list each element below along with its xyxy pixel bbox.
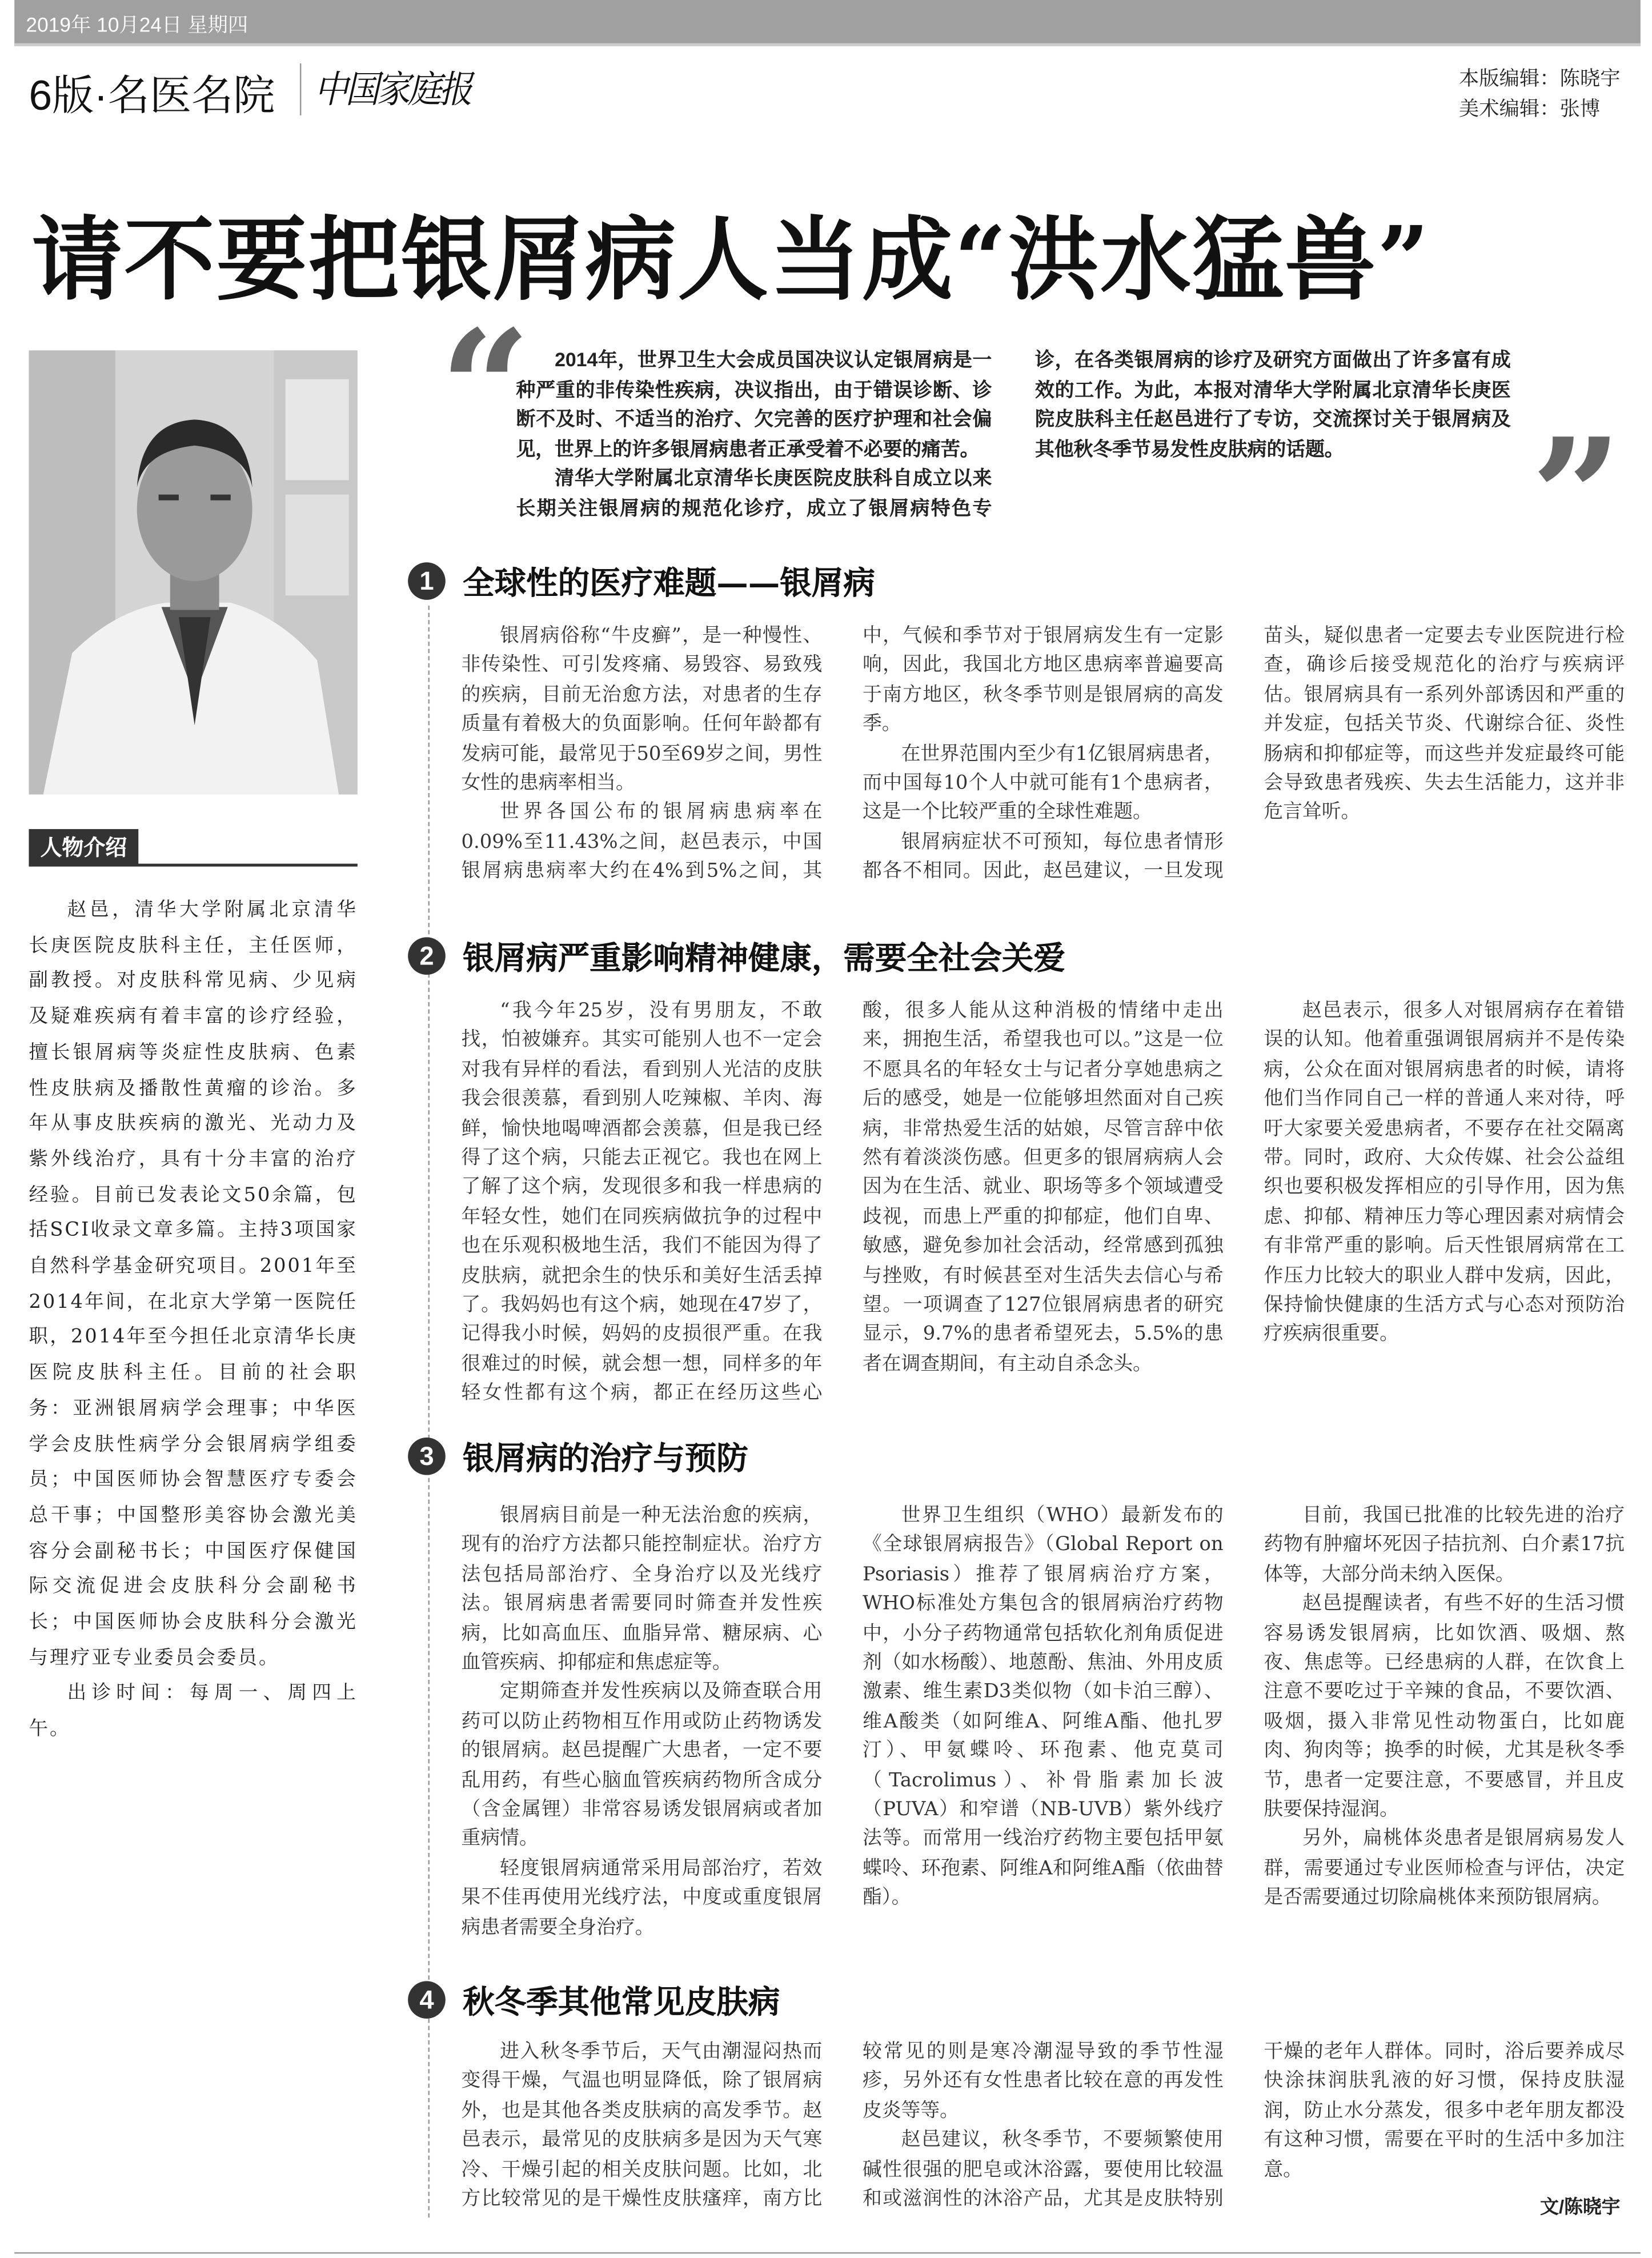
paragraph: 银屑病目前是一种无法治愈的疾病，现有的治疗方法都只能控制症状。治疗方法包括局部治疗、全身治疗以及光线疗法。银屑病患者需要同时筛查并发性疾病，比如高血压、血脂异常、糖尿病、心血管疾病、抑郁症和焦虑症等。 bbox=[461, 1505, 823, 1674]
byline: 文/陈晓宇 bbox=[1540, 2196, 1621, 2218]
paragraph: 银屑病俗称“牛皮癣”，是一种慢性、非传染性、可引发疼痛、易毁容、易致残的疾病，目前无治愈方法，对患者的生存质量有着极大的负面影响。任何年龄都有发病可能，最常见于50至69岁之间，男性女性的患病率相当。 bbox=[461, 626, 823, 795]
intro-paragraph: 2014年，世界卫生大会成员国决议认定银屑病是一种严重的非传染性疾病，决议指出，由于错误诊断、诊断不及时、不适当的治疗、欠完善的医疗护理和社会偏见，世界上的许多银屑病患者正承受着不必要的痛苦。 bbox=[516, 349, 992, 459]
section-title: 秋冬季其他常见皮肤病 bbox=[463, 1983, 780, 2021]
profile-label-text: 人物介绍 bbox=[29, 829, 138, 865]
section-heading-2 bbox=[408, 934, 1065, 978]
section-heading-3 bbox=[408, 1435, 748, 1478]
paragraph: 赵邑表示，很多人对银屑病存在着错误的认知。他着重强调银屑病并不是传染病，公众在面对银屑病患者的时候，请将他们当作同自己一样的普通人来对待，呼吁大家要关爱患病者，不要存在社交隔离带。同时，政府、大众传媒、社会公益组织也要积极发挥相应的引导作用，因为焦虑、抑郁、精神压力等心理因素对病情会有非常严重的影响。后天性银屑病常在工作压力比较大的职业人群中发病，因此，保持愉快健康的生活方式与心态对预防治疗疾病很重要。 bbox=[1264, 1000, 1625, 1346]
section-body-4 bbox=[462, 2039, 1625, 2215]
dashed-divider bbox=[428, 606, 430, 2217]
headline: 请不要把银屑病人当成“洪水猛兽” bbox=[31, 206, 1431, 313]
section-number: 1 bbox=[408, 562, 446, 600]
profile-label bbox=[29, 829, 357, 867]
clinic-hours: 出诊时间：每周一、周四上午。 bbox=[29, 1683, 358, 1741]
art-editor: 美术编辑：张博 bbox=[1458, 97, 1601, 120]
paragraph: 在世界范围内至少有1亿银屑病患者，而中国每10个人中就可能有1个患病者，这是一个比较严重的全球性难题。 bbox=[862, 743, 1224, 824]
paragraph: 银屑病症状不可预知，每位患者情形都各不相同。因此，赵邑建议，一旦发现苗头，疑似患者一定要去专业医院进行检查，确诊后接受规范化的治疗与疾病评估。银屑病具有一系列外部诱因和严重的并发症，包括关节炎、代谢综合征、炎性肠病和抑郁症等，而这些并发症最终可能会导致患者残疾、失去生活能力，这并非危言耸听。 bbox=[862, 626, 1625, 883]
section-title: 银屑病的治疗与预防 bbox=[463, 1439, 748, 1478]
editor-credits bbox=[1459, 63, 1621, 124]
bio-paragraph: 赵邑，清华大学附属北京清华长庚医院皮肤科主任，主任医师，副教授。对皮肤科常见病、少见病及疑难疾病有着丰富的诊疗经验，擅长银屑病等炎症性皮肤病、色素性皮肤病及播散性黄瘤的诊治。多年从事皮肤疾病的激光、光动力及紫外线治疗，具有十分丰富的治疗经验。目前已发表论文50余篇，包括SCI收录文章多篇。主持3项国家自然科学基金研究项目。2001年至2014年间，在北京大学第一医院任职，2014年至今担任北京清华长庚医院皮肤科主任。目前的社会职务：亚洲银屑病学会理事；中华医学会皮肤性病学分会银屑病学组委员；中国医师协会智慧医疗专委会总干事；中国整形美容协会激光美容分会副秘书长；中国医疗保健国际交流促进会皮肤科分会副秘书长；中国医师协会皮肤科分会激光与理疗亚专业委员会委员。 bbox=[29, 899, 358, 1670]
paragraph: 赵邑提醒读者，有些不好的生活习惯容易诱发银屑病，比如饮酒、吸烟、熬夜、焦虑等。已经患病的人群，在饮食上注意不要吃过于辛辣的食品，不要饮酒、吸烟，摄入非常见性动物蛋白，比如鹿肉、狗肉等；换季的时候，尤其是秋冬季节，患者一定要注意，不要感冒，并且皮肤要保持湿润。 bbox=[1264, 1594, 1625, 1821]
editor: 本版编辑：陈晓宇 bbox=[1458, 66, 1621, 90]
paragraph: 定期筛查并发性疾病以及筛查联合用药可以防止药物相互作用或防止药物诱发的银屑病。赵邑提醒广大患者，一定不要乱用药，有些心脑血管疾病药物所含成分（含金属锂）非常容易诱发银屑病或者加重病情。 bbox=[461, 1682, 823, 1851]
paragraph: 世界卫生组织（WHO）最新发布的《全球银屑病报告》（Global Report on Psoriasis）推荐了银屑病治疗方案，WHO标准处方集包含的银屑病治疗药物中，小分子药物通常包括软化剂角质促进剂（如水杨酸）、地蒽酚、焦油、外用皮质激素、维生素D3类似物（如卡泊三醇）、维A酸类（如阿维A、阿维A酯、他扎罗汀）、甲氨蝶呤、环孢素、他克莫司（Tacrolimus）、补骨脂素加长波（PUVA）和窄谱（NB-UVB）紫外线疗法等。而常用一线治疗药物主要包括甲氨蝶呤、环孢素、阿维A和阿维A酯（依曲替酯）。 bbox=[862, 1505, 1224, 1909]
profile-bio bbox=[29, 894, 357, 1749]
open-quote-mark: “ bbox=[439, 295, 531, 482]
date-bar bbox=[14, 0, 1641, 46]
section-body-3 bbox=[462, 1503, 1625, 1944]
section-number: 4 bbox=[408, 1981, 446, 2019]
paragraph: 进入秋冬季节后，天气由潮湿闷热而变得干燥，气温也明显降低，除了银屑病外，也是其他各类皮肤病的高发季节。赵邑表示，最常见的皮肤病多是因为天气寒冷、干燥引起的相关皮肤问题。比如，北方比较常见的是干燥性皮肤瘙痒，南方比较常见的则是寒冷潮湿导致的季节性湿疹，另外还有女性患者比较在意的再发性皮炎等等。 bbox=[461, 2041, 1224, 2211]
paragraph: 世界各国公布的银屑病患病率在0.09%至11.43%之间，赵邑表示，中国银屑病患病率大约在4%到5%之间，其中，气候和季节对于银屑病发生有一定影响，因此，我国北方地区患病率普遍要高于南方地区，秋冬季节则是银屑病的高发季。 bbox=[461, 626, 1224, 883]
section-heading-4 bbox=[408, 1978, 780, 2021]
newspaper-logo: 中国家庭报 bbox=[314, 69, 470, 113]
doctor-portrait-photo bbox=[29, 350, 357, 794]
section-label: 6版·名医名院 bbox=[29, 73, 275, 120]
section-body-1 bbox=[462, 623, 1625, 887]
paragraph: 目前，我国已批准的比较先进的治疗药物有肿瘤坏死因子拮抗剂、白介素17抗体等，大部分尚未纳入医保。 bbox=[1264, 1505, 1625, 1586]
paragraph: 另外，扁桃体炎患者是银屑病易发人群，需要通过专业医师检查与评估，决定是否需要通过切除扁桃体来预防银屑病。 bbox=[1264, 1829, 1625, 1909]
section-title: 全球性的医疗难题——银屑病 bbox=[463, 564, 875, 602]
section-number: 3 bbox=[408, 1438, 446, 1475]
intro-lead bbox=[516, 346, 1510, 523]
paragraph: “我今年25岁，没有男朋友，不敢找，怕被嫌弃。其实可能别人也不一定会对我有异样的看法，看到别人光洁的皮肤我会很羡慕，看到别人吃辣椒、羊肉、海鲜，愉快地喝啤酒都会羡慕，但是我已经得了这个病，只能去正视它。我也在网上了解了这个病，发现很多和我一样患病的年轻女性，她们在同疾病做抗争的过程中也在乐观积极地生活，我们不能因为得了皮肤病，就把余生的快乐和美好生活丢掉了。我妈妈也有这个病，她现在47岁了，记得我小时候，妈妈的皮损很严重。在我很难过的时候，就会想一想，同样多的年轻女性都有这个病，都正在经历这些心酸，很多人能从这种消极的情绪中走出来，拥抱生活，希望我也可以。”这是一位不愿具名的年轻女士与记者分享她患病之后的感受，她是一位能够坦然面对自己疾病，非常热爱生活的姑娘，尽管言辞中依然有着淡淡伤感。但更多的银屑病病人会因为在生活、就业、职场等多个领域遭受歧视，而患上严重的抑郁症，他们自卑、敏感，避免参加社会活动，经常感到孤独与挫败，有时候甚至对生活失去信心与希望。一项调查了127位银屑病患者的研究显示，9.7%的患者希望死去，5.5%的患者在调查期间，有主动自杀念头。 bbox=[461, 1000, 1224, 1405]
intro-paragraph: 清华大学附属北京清华长庚医院皮肤科自成立以来长期关注银屑病的规范化诊疗，成立了银屑病特色专诊，在各类银屑病的诊疗及研究方面做出了许多富有成效的工作。为此，本报对清华大学附属北京清华长庚医院皮肤科主任赵邑进行了专访，交流探讨关于银屑病及其他秋冬季节易发性皮肤病的话题。 bbox=[516, 349, 1511, 519]
section-body-2 bbox=[462, 998, 1625, 1410]
paragraph: 轻度银屑病通常采用局部治疗，若效果不佳再使用光线疗法，中度或重度银屑病患者需要全身治疗。 bbox=[461, 1858, 823, 1939]
section-title: 银屑病严重影响精神健康，需要全社会关爱 bbox=[463, 939, 1065, 977]
divider bbox=[300, 63, 302, 115]
close-quote-mark: ” bbox=[1531, 403, 1622, 590]
issue-date: 2019年 10月24日 星期四 bbox=[26, 13, 248, 37]
paragraph: 赵邑建议，秋冬季节，不要频繁使用碱性很强的肥皂或沐浴露，要使用比较温和或滋润性的沐浴产品，尤其是皮肤特别干燥的老年人群体。同时，浴后要养成尽快涂抹润肤乳液的好习惯，保持皮肤湿润，防止水分蒸发，很多中老年朋友都没有这种习惯，需要在平时的生活中多加注意。 bbox=[862, 2041, 1625, 2211]
bottom-rule bbox=[14, 2252, 1641, 2254]
section-number: 2 bbox=[408, 937, 446, 975]
section-heading-1 bbox=[408, 559, 875, 603]
